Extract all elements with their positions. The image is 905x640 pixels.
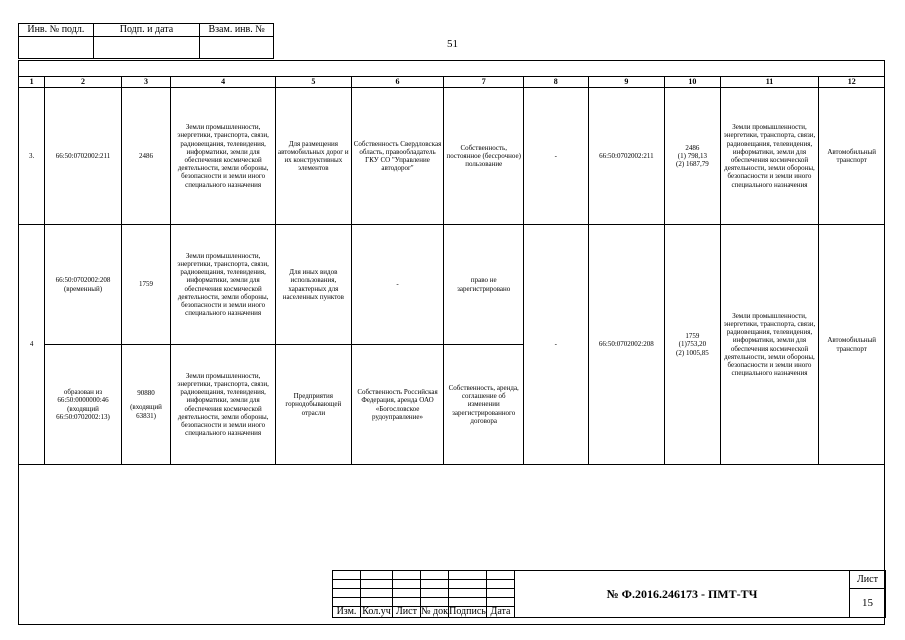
col-header: 3: [121, 77, 170, 88]
area-b: 90880: [137, 389, 155, 398]
col-header: 10: [665, 77, 720, 88]
col-header: 7: [444, 77, 524, 88]
owner: -: [351, 225, 444, 345]
table-row: [19, 225, 885, 345]
cadastral-b-line: 66:50:0000000:46: [57, 396, 109, 405]
area-part-1: (1) 798,13: [677, 151, 707, 160]
land-category: Земли промышленности, энергетики, транспорта, связи, радиовещания, телевидения, информатики, земли для обеспечения космической деятельности, земли обороны, безопасности и земли иного специального назначения: [171, 345, 276, 465]
col-header: 2: [45, 77, 122, 88]
col8-value: -: [524, 88, 589, 225]
area-breakdown: [665, 88, 720, 225]
cadastral-b-line: (входящий: [67, 404, 99, 413]
area-part-2: (2) 1687,79: [676, 160, 709, 169]
vzam-inv-value: [200, 37, 274, 59]
cadastral-b-line: 66:50:0702002:13): [56, 412, 110, 421]
area-total: 2486: [685, 143, 700, 152]
target-category: Земли промышленности, энергетики, транспорта, связи, радиовещания, телевидения, информатики, земли для обеспечения космической деятельности, земли обороны, безопасности и земли иного специального назначения: [720, 88, 819, 225]
vzam-inv-label: Взам. инв. №: [200, 24, 274, 37]
area-part-2: (2) 1005,85: [676, 348, 709, 357]
podp-data-label: Подп. и дата: [93, 24, 200, 37]
col-header: 5: [276, 77, 352, 88]
area-total: 1759: [685, 332, 700, 341]
inv-podl-value: [19, 37, 94, 59]
right-type: Собственность, постоянное (бессрочное) пользование: [444, 88, 524, 225]
sheet-label: Лист: [850, 571, 886, 589]
row-number: 4: [19, 225, 45, 465]
table-header-row: [19, 77, 885, 88]
land-category: Земли промышленности, энергетики, транспорта, связи, радиовещания, телевидения, информатики, земли для обеспечения космической деятельности, земли обороны, безопасности и земли иного специального назначения: [171, 88, 276, 225]
podp-data-value: [93, 37, 200, 59]
cadastral-number: [45, 345, 122, 465]
cadastral-number: [45, 225, 122, 345]
list-label: Лист: [393, 607, 421, 618]
col9-cadastral: 66:50:0702002:208: [588, 225, 665, 465]
inv-podl-label: Инв. № подл.: [19, 24, 94, 37]
area-part-1: (1)753,20: [678, 340, 707, 349]
land-plots-table: [18, 76, 885, 465]
col-header: 11: [720, 77, 819, 88]
document-code: № Ф.2016.246173 - ПМТ-ТЧ: [515, 571, 850, 618]
row-number: 3.: [19, 88, 45, 225]
col8-value: -: [524, 225, 589, 465]
col-header: 6: [351, 77, 444, 88]
page-number: 51: [447, 38, 458, 50]
podpis-label: Подпись: [449, 606, 486, 617]
area-b-note: (входящий 63831): [130, 403, 162, 420]
col-header: 1: [19, 77, 45, 88]
data-label: Дата: [487, 607, 515, 618]
permitted-use: Предприятия горнодобывающей отрасли: [276, 345, 352, 465]
right-type: право не зарегистрировано: [444, 225, 524, 345]
col-header: 4: [171, 77, 276, 88]
col-header: 8: [524, 77, 589, 88]
permitted-use: Для иных видов использования, характерных для населенных пунктов: [276, 225, 352, 345]
purpose: Автомобильный транспорт: [819, 225, 885, 465]
purpose: Автомобильный транспорт: [819, 88, 885, 225]
cadastral-a-note: (временный): [63, 284, 103, 293]
land-category: Земли промышленности, энергетики, транспорта, связи, радиовещания, телевидения, информатики, земли для обеспечения космической деятельности, земли обороны, безопасности и земли иного специального назначения: [171, 225, 276, 345]
cadastral-a: 66:50:0702002:208: [55, 276, 111, 285]
kol-uch-label: Кол.уч: [362, 606, 391, 617]
area: [121, 345, 170, 465]
area-breakdown: [665, 225, 720, 465]
area: 2486: [121, 88, 170, 225]
permitted-use: Для размещения автомобильных дорог и их конструктивных элементов: [276, 88, 352, 225]
title-block: [332, 570, 886, 618]
n-dok-label: № док: [421, 606, 448, 617]
right-type: Собственность, аренда, соглашение об изменении зарегистрированного договора: [444, 345, 524, 465]
owner: Собственность Свердловская область, правообладатель ГКУ СО "Управление автодорог": [351, 88, 444, 225]
target-category: Земли промышленности, энергетики, транспорта, связи, радиовещания, телевидения, информатики, земли для обеспечения космической деятельности, земли обороны, безопасности и земли иного специального назначения: [720, 225, 819, 465]
cadastral-b-line: образован из: [63, 388, 103, 397]
sheet-number: 15: [850, 589, 886, 618]
col-header: 9: [588, 77, 665, 88]
owner: Собственность Российская Федерация, аренда ОАО «Богословское рудоуправление»: [351, 345, 444, 465]
cadastral-number: 66:50:0702002:211: [45, 88, 122, 225]
area: 1759: [121, 225, 170, 345]
corner-stamp: [18, 23, 274, 59]
table-row: [19, 88, 885, 225]
col9-cadastral: 66:50:0702002:211: [588, 88, 665, 225]
izm-label: Изм.: [333, 607, 361, 618]
col-header: 12: [819, 77, 885, 88]
